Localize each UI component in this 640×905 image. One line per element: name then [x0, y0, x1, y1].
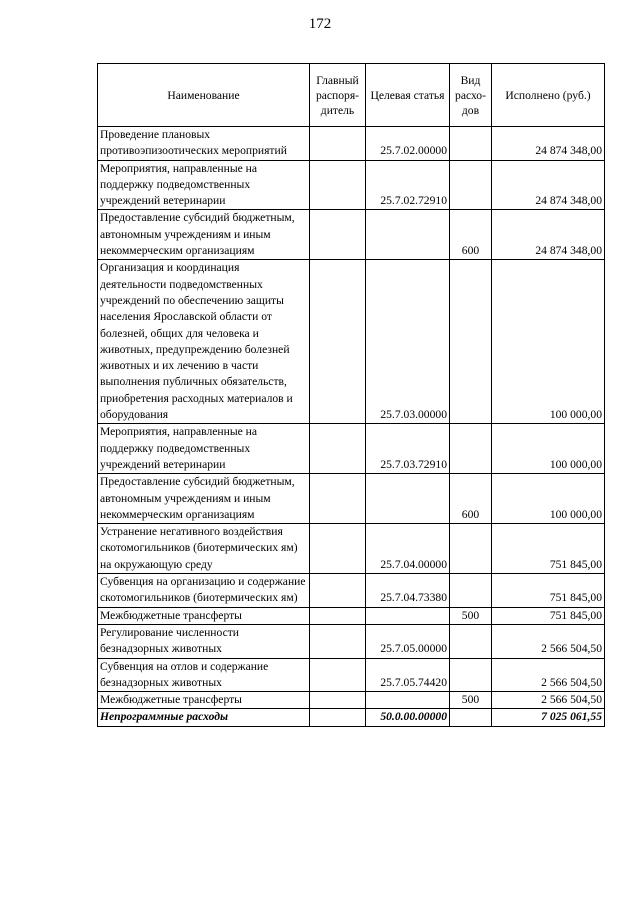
row-name: Межбюджетные трансферты — [98, 692, 310, 709]
column-header-expense-type: Вид расхо-дов — [450, 64, 492, 127]
row-target-article: 25.7.04.00000 — [366, 524, 450, 574]
row-name: Устранение негативного воздействия скотомогильников (биотермических ям) на окружающую среду — [98, 524, 310, 574]
table-row — [98, 260, 605, 424]
column-header-target-article: Целевая статья — [366, 64, 450, 127]
row-expense-type — [450, 524, 492, 574]
row-expense-type: 600 — [450, 210, 492, 260]
row-name: Субвенция на организацию и содержание скотомогильников (биотермических ям) — [98, 574, 310, 608]
budget-table — [97, 63, 605, 727]
row-main-manager — [310, 210, 366, 260]
table-row — [98, 127, 605, 161]
table-body — [98, 127, 605, 727]
table-row — [98, 607, 605, 624]
table-row — [98, 624, 605, 658]
table-row — [98, 210, 605, 260]
row-expense-type — [450, 260, 492, 424]
row-name: Предоставление субсидий бюджетным, автономным учреждениям и иным некоммерческим организациям — [98, 474, 310, 524]
row-main-manager — [310, 607, 366, 624]
row-main-manager — [310, 424, 366, 474]
row-expense-type — [450, 160, 492, 210]
row-target-article: 25.7.02.72910 — [366, 160, 450, 210]
row-name: Непрограммные расходы — [98, 709, 310, 726]
row-executed-amount: 24 874 348,00 — [492, 210, 605, 260]
row-expense-type — [450, 424, 492, 474]
row-main-manager — [310, 692, 366, 709]
row-main-manager — [310, 127, 366, 161]
row-target-article: 25.7.03.72910 — [366, 424, 450, 474]
row-expense-type: 500 — [450, 607, 492, 624]
row-executed-amount: 100 000,00 — [492, 260, 605, 424]
row-target-article — [366, 692, 450, 709]
table-row — [98, 524, 605, 574]
table-row — [98, 574, 605, 608]
row-target-article — [366, 210, 450, 260]
column-header-main-manager: Главный распоря-дитель — [310, 64, 366, 127]
table-header-row — [98, 64, 605, 127]
row-target-article: 25.7.05.74420 — [366, 658, 450, 692]
table-row — [98, 692, 605, 709]
column-header-executed: Исполнено (руб.) — [492, 64, 605, 127]
row-main-manager — [310, 260, 366, 424]
row-expense-type — [450, 658, 492, 692]
row-target-article — [366, 607, 450, 624]
row-executed-amount: 100 000,00 — [492, 474, 605, 524]
row-executed-amount: 2 566 504,50 — [492, 624, 605, 658]
table-row — [98, 424, 605, 474]
row-executed-amount: 2 566 504,50 — [492, 692, 605, 709]
row-expense-type: 500 — [450, 692, 492, 709]
row-executed-amount: 100 000,00 — [492, 424, 605, 474]
row-executed-amount: 751 845,00 — [492, 574, 605, 608]
row-expense-type — [450, 624, 492, 658]
row-executed-amount: 24 874 348,00 — [492, 127, 605, 161]
row-name: Субвенция на отлов и содержание безнадзорных животных — [98, 658, 310, 692]
row-executed-amount: 7 025 061,55 — [492, 709, 605, 726]
row-main-manager — [310, 524, 366, 574]
row-name: Регулирование численности безнадзорных животных — [98, 624, 310, 658]
table-row — [98, 658, 605, 692]
table-row — [98, 474, 605, 524]
page-number: 172 — [308, 16, 332, 32]
row-name: Предоставление субсидий бюджетным, автономным учреждениям и иным некоммерческим организациям — [98, 210, 310, 260]
table-row — [98, 160, 605, 210]
row-executed-amount: 751 845,00 — [492, 524, 605, 574]
row-main-manager — [310, 574, 366, 608]
row-executed-amount: 2 566 504,50 — [492, 658, 605, 692]
row-target-article: 25.7.02.00000 — [366, 127, 450, 161]
row-target-article: 25.7.04.73380 — [366, 574, 450, 608]
row-name: Мероприятия, направленные на поддержку подведомственных учреждений ветеринарии — [98, 424, 310, 474]
column-header-name: Наименование — [98, 64, 310, 127]
row-target-article: 50.0.00.00000 — [366, 709, 450, 726]
row-name: Проведение плановых противоэпизоотических мероприятий — [98, 127, 310, 161]
row-target-article — [366, 474, 450, 524]
row-expense-type — [450, 127, 492, 161]
row-expense-type — [450, 574, 492, 608]
table-row-total — [98, 709, 605, 726]
row-expense-type — [450, 709, 492, 726]
row-name: Организация и координация деятельности подведомственных учреждений по обеспечению защиты населения Ярославской области от болезней, общих для человека и животных, предупреждению болезней животных и их лечению в части выполнения публичных обязательств, приобретения расходных материалов и оборудования — [98, 260, 310, 424]
row-target-article: 25.7.03.00000 — [366, 260, 450, 424]
row-main-manager — [310, 658, 366, 692]
row-name: Межбюджетные трансферты — [98, 607, 310, 624]
row-main-manager — [310, 624, 366, 658]
row-main-manager — [310, 160, 366, 210]
row-main-manager — [310, 474, 366, 524]
row-target-article: 25.7.05.00000 — [366, 624, 450, 658]
row-main-manager — [310, 709, 366, 726]
row-name: Мероприятия, направленные на поддержку подведомственных учреждений ветеринарии — [98, 160, 310, 210]
row-executed-amount: 751 845,00 — [492, 607, 605, 624]
row-expense-type: 600 — [450, 474, 492, 524]
row-executed-amount: 24 874 348,00 — [492, 160, 605, 210]
